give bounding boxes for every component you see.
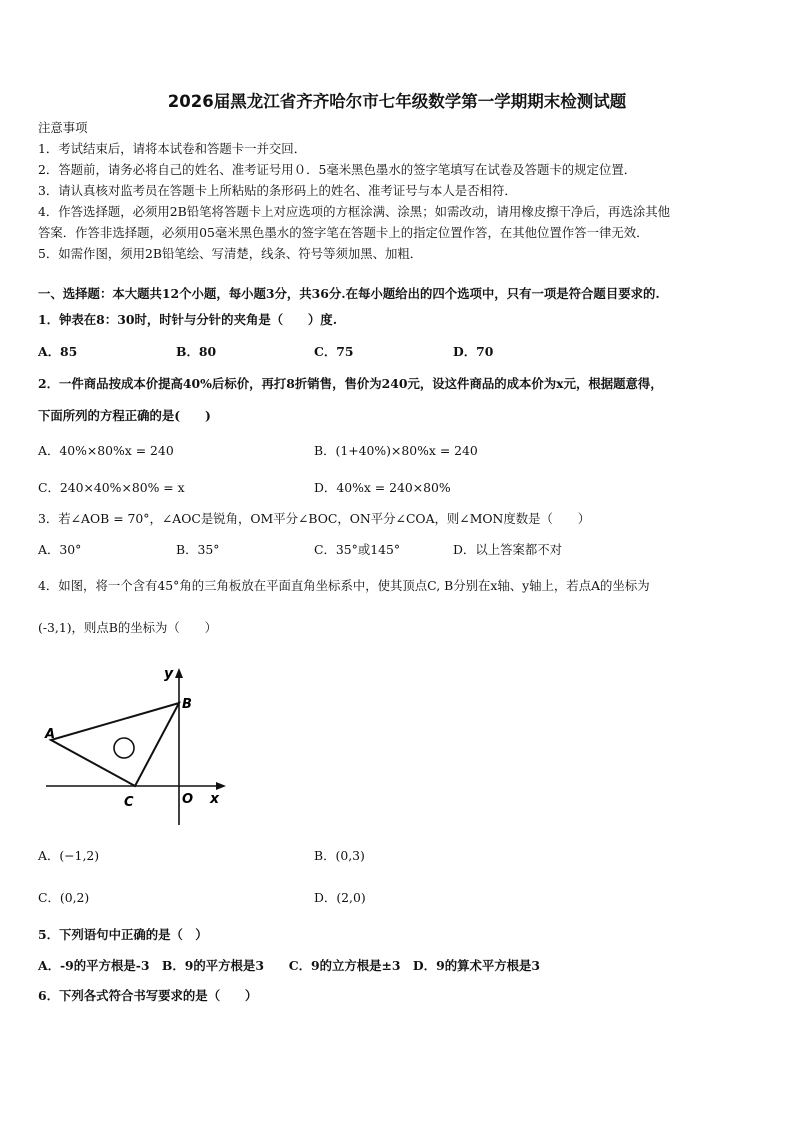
q1-option-b: B．80 — [176, 344, 217, 359]
notice-item: 1．考试结束后，请将本试卷和答题卡一并交回． — [38, 141, 307, 156]
label-y: y — [164, 666, 174, 682]
y-axis-arrow — [175, 668, 183, 678]
q4-option-c: C．(0,2) — [38, 890, 90, 905]
label-x: x — [210, 791, 220, 807]
q4-option-d: D．(2,0) — [314, 890, 366, 905]
question-5-stem: 5．下列语句中正确的是（ ） — [38, 927, 208, 942]
q1-option-d: D．70 — [453, 344, 494, 359]
question-3-stem: 3．若∠AOB = 70°，∠AOC是锐角，OM平分∠BOC，ON平分∠COA，则∠MON度数是（ ） — [38, 511, 591, 526]
q3-option-a: A．30° — [38, 542, 82, 557]
question-2-stem: 2．一件商品按成本价提高40%后标价，再打8折销售，售价为240元，设这件商品的成本价为x元，根据题意得， — [38, 376, 663, 391]
q4-option-a: A．(−1,2) — [38, 848, 100, 863]
label-c: C — [124, 795, 134, 810]
notice-item: 2．答题前，请务必将自己的姓名、准考证号用０．5毫米黑色墨水的签字笔填写在试卷及答题卡的规定位置． — [38, 162, 637, 177]
q1-option-a: A．85 — [38, 344, 78, 359]
q2-option-c: C．240×40%×80% = x — [38, 480, 185, 495]
notice-item: 3．请认真核对监考员在答题卡上所粘贴的条形码上的姓名、准考证号与本人是否相符． — [38, 183, 517, 198]
q2-option-a: A．40%×80%x = 240 — [38, 443, 174, 458]
question-6-stem: 6．下列各式符合书写要求的是（ ） — [38, 988, 258, 1003]
notice-item: 4．作答选择题，必须用2B铅笔将答题卡上对应选项的方框涂满、涂黑；如需改动，请用橡皮擦干净后，再选涂其他 — [38, 204, 671, 219]
coordinate-figure — [40, 660, 240, 830]
label-o: O — [182, 792, 194, 807]
question-2-stem-cont: 下面所列的方程正确的是( ) — [38, 408, 211, 423]
label-a: A — [45, 727, 56, 742]
q3-option-b: B．35° — [176, 542, 220, 557]
question-4-stem: 4．如图，将一个含有45°角的三角板放在平面直角坐标系中，使其顶点C, B分别在x轴、y轴上，若点A的坐标为 — [38, 578, 650, 593]
notice-item: 答案．作答非选择题，必须用05毫米黑色墨水的签字笔在答题卡上的指定位置作答，在其他位置作答一律无效． — [38, 225, 649, 240]
question-1-stem: 1．钟表在8：30时，时针与分针的夹角是（ ）度. — [38, 312, 338, 327]
section-heading: 一、选择题：本大题共12个小题，每小题3分，共36分.在每小题给出的四个选项中，只有一项是符合题目要求的. — [38, 286, 660, 301]
notice-item: 5．如需作图，须用2B铅笔绘、写清楚，线条、符号等须加黑、加粗． — [38, 246, 423, 261]
notice-heading: 注意事项 — [38, 120, 88, 135]
q5-options: A．-9的平方根是-3 B．9的平方根是3 C．9的立方根是±3 D．9的算术平方根是3 — [38, 958, 541, 973]
q2-option-b: B．(1+40%)×80%x = 240 — [314, 443, 478, 458]
q3-option-c: C．35°或145° — [314, 542, 401, 557]
label-b: B — [182, 697, 192, 712]
triangle-hole — [114, 738, 134, 758]
question-4-stem-cont: (-3,1)，则点B的坐标为（ ） — [38, 620, 217, 635]
q1-option-c: C．75 — [314, 344, 354, 359]
x-axis-arrow — [216, 782, 226, 790]
q4-option-b: B．(0,3) — [314, 848, 365, 863]
q2-option-d: D．40%x = 240×80% — [314, 480, 451, 495]
q3-option-d: D．以上答案都不对 — [453, 542, 563, 557]
page-title: 2026届黑龙江省齐齐哈尔市七年级数学第一学期期末检测试题 — [167, 92, 627, 111]
